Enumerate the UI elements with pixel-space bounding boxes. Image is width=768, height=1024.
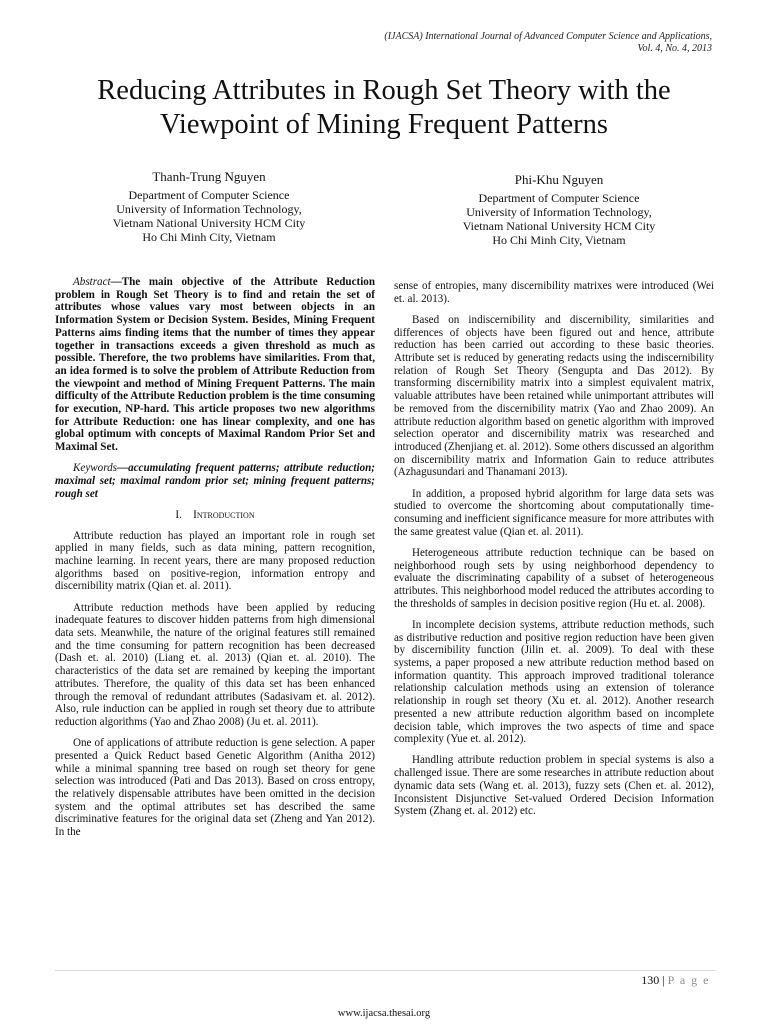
paragraph: In addition, a proposed hybrid algorithm for large data sets was studied to overcome the shortcoming about computationally time-consuming and inefficient significance measure for more attributes with the same greatest value (Qian et. al. 2011). xyxy=(394,487,714,538)
author-block-2 xyxy=(409,172,709,247)
section-heading xyxy=(55,509,375,522)
author-institution: Vietnam National University HCM City xyxy=(112,216,306,230)
paragraph: Based on indiscernibility and discernibility, similarities and differences of objects have been figured out and hence, attribute reduction has been carried out according to these basic theories. Attribute set is reduced by generating redacts using the indiscernibility relation of Rough Set Theory (Sengupta and Das 2012). By transforming discernibility matrix into a simplest equivalent matrix, valuable attributes have been retained while unimportant attributes will be removed from the discernibility matrix (Yao and Zhao 2009). An attribute reduction algorithm based on genetic algorithm with improved selection operator and discernibility matrix was researched and introduced (Zhenjiang et. al. 2012). Some others discussed an algorithm on discernibility matrix and Information Gain to reduce attributes (Azhagusundari and Thanamani 2013). xyxy=(394,313,714,479)
journal-header-line1: (IJACSA) International Journal of Advanced Computer Science and Applications, xyxy=(384,31,712,42)
page-label: P a g e xyxy=(667,973,710,987)
paragraph: One of applications of attribute reduction is gene selection. A paper presented a Quick Reduct based Genetic Algorithm (Anitha 2012) while a minimal spanning tree based on rough set theory for gene selection was introduced (Pati and Das 2013). Based on cross entropy, the relatively dispensable attributes have been omitted in the decision system and the optimal attributes set has described the same discriminative features for the original data set (Zheng and Yan 2012). In the xyxy=(55,737,375,839)
paragraph: Heterogeneous attribute reduction technique can be based on neighborhood rough sets by using neighborhood dependency to evaluate the discriminating capability of a subset of heterogeneous attributes. This neighborhood model reduced the attributes according to the thresholds of samples in decision positive region (Hu et. al. 2008). xyxy=(394,546,714,610)
journal-header-line2: Vol. 4, No. 4, 2013 xyxy=(637,43,712,54)
abstract-label: Abstract xyxy=(73,276,111,288)
author-department: Department of Computer Science xyxy=(478,191,640,205)
title-line-2: Viewpoint of Mining Frequent Patterns xyxy=(160,109,608,140)
section-number: I. xyxy=(175,508,182,521)
page-separator: | xyxy=(662,973,665,987)
footer-url[interactable]: www.ijacsa.thesai.org xyxy=(337,1008,431,1019)
paragraph: Attribute reduction methods have been applied by reducing inadequate features to discover hidden patterns from high dimensional data sets. Meanwhile, the nature of the original features still remained and the time consuming for pattern recognition has been decreased (Dash et. al. 2010) (Liang et. al. 2013) (Qian et. al. 2010). The characteristics of the data set are remained by keeping the important attributes. Therefore, the quality of this data set has been enhanced through the removal of redundant attributes (Sadasivam et. al. 2012). Also, rule induction can be applied in rough set theory due to attribute reduction algorithms (Yao and Zhao 2008) (Ju et. al. 2011). xyxy=(55,601,375,728)
section-title: Introduction xyxy=(193,508,255,521)
left-column xyxy=(55,276,375,847)
author-university: University of Information Technology, xyxy=(466,205,652,219)
paragraph: Handling attribute reduction problem in special systems is also a challenged issue. There are some researches in attribute reduction about dynamic data sets (Wang et. al. 2013), fuzzy sets (Chen et. al. 2012), Inconsistent Disjunctive Set-valued Ordered Decision Information System (Zhang et. al. 2012) etc. xyxy=(394,754,714,818)
author-city: Ho Chi Minh City, Vietnam xyxy=(142,230,276,244)
abstract-text: —The main objective of the Attribute Reduction problem in Rough Set Theory is to find and retain the set of attributes whose values vary most between objects in an Information System or Decision System. Besides, Mining Frequent Patterns aims finding items that the number of times they appear together in transactions exceeds a given threshold as much as possible. Therefore, the two problems have similarities. From that, an idea formed is to solve the problem of Attribute Reduction from the viewpoint and method of Mining Frequent Patterns. The main difficulty of the Attribute Reduction problem is the time consuming for execution, NP-hard. This article proposes two new algorithms for Attribute Reduction: one has linear complexity, and one has global optimum with concepts of Maximal Random Prior Set and Maximal Set. xyxy=(55,276,375,454)
footer-divider xyxy=(55,970,715,971)
author-name: Phi-Khu Nguyen xyxy=(514,172,604,187)
author-institution: Vietnam National University HCM City xyxy=(462,219,656,233)
paragraph: In incomplete decision systems, attribute reduction methods, such as distributive reduction and positive region reduction have been given by discernibility function (Jilin et. al. 2009). To deal with these systems, a paper proposed a new attribute reduction method based on information quantity. This approach improved traditional tolerance relationship calculation methods using an extension of tolerance relationship in rough set theory (Xu et. al. 2012). Another research presented a new attribute reduction algorithm based on incomplete decision table, which improves the two aspects of time and space complexity (Yue et. al. 2012). xyxy=(394,618,714,746)
author-block-1 xyxy=(59,169,359,244)
paragraph: sense of entropies, many discernibility matrixes were introduced (Wei et. al. 2013). xyxy=(394,280,714,305)
page-number xyxy=(641,973,710,987)
author-name: Thanh-Trung Nguyen xyxy=(152,169,266,184)
author-department: Department of Computer Science xyxy=(128,188,290,202)
keywords xyxy=(55,462,375,500)
abstract xyxy=(55,276,375,454)
author-university: University of Information Technology, xyxy=(116,202,302,216)
title-line-1: Reducing Attributes in Rough Set Theory with the xyxy=(97,75,671,106)
keywords-text: —accumulating frequent patterns; attribute reduction; maximal set; maximal random prior set; mining frequent patterns; rough set xyxy=(55,462,375,500)
paper-title xyxy=(40,74,728,142)
author-city: Ho Chi Minh City, Vietnam xyxy=(492,233,626,247)
paragraph: Attribute reduction has played an important role in rough set applied in many fields, such as data mining, pattern recognition, machine learning. In recent years, there are many proposed reduction algorithms based on positive-region, information entropy and discernibility matrix (Qian et. al. 2011). xyxy=(55,529,375,593)
page-number-value: 130 xyxy=(641,973,660,987)
keywords-label: Keywords xyxy=(73,462,117,475)
right-column xyxy=(394,280,714,826)
